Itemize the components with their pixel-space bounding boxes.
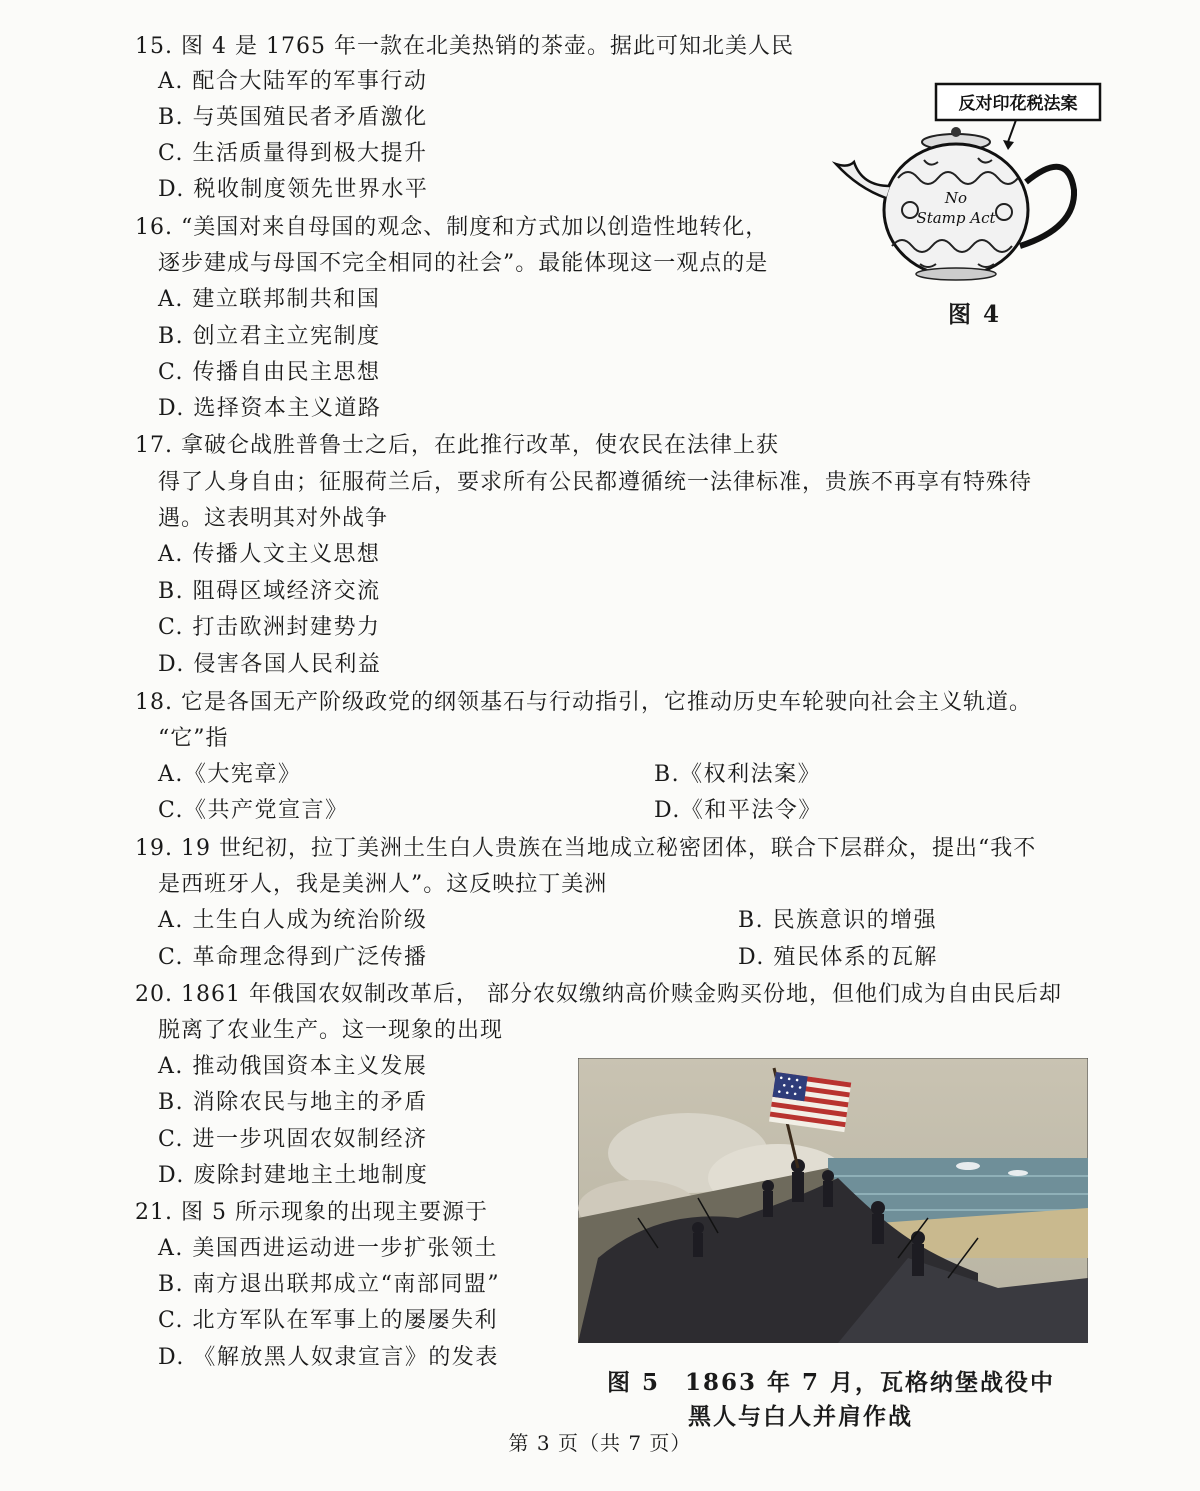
q19-option-d: D. 殖民体系的瓦解 xyxy=(738,945,938,970)
q15-option-b: B. 与英国殖民者矛盾激化 xyxy=(158,105,428,130)
q19-stem-line2: 是西班牙人，我是美洲人”。这反映拉丁美洲 xyxy=(158,872,608,897)
q20-option-d: D. 废除封建地主土地制度 xyxy=(158,1163,429,1188)
q21-stem: 21. 图 5 所示现象的出现主要源于 xyxy=(135,1200,488,1225)
q16-option-d: D. 选择资本主义道路 xyxy=(158,396,382,421)
q19-option-b: B. 民族意识的增强 xyxy=(738,908,938,933)
q17-option-c: C. 打击欧洲封建势力 xyxy=(158,615,381,640)
figure5-caption-line1: 图 5 1863 年 7 月，瓦格纳堡战役中 xyxy=(607,1369,1056,1396)
q18-option-c: C.《共产党宣言》 xyxy=(158,798,349,823)
q18-stem-line2: “它”指 xyxy=(158,726,229,751)
q16-option-b: B. 创立君主立宪制度 xyxy=(158,324,381,349)
figure4-banner-text: 反对印花税法案 xyxy=(958,94,1078,113)
q18-option-d: D.《和平法令》 xyxy=(654,798,822,823)
q20-option-c: C. 进一步巩固农奴制经济 xyxy=(158,1127,428,1152)
q20-stem-line1: 20. 1861 年俄国农奴制改革后， 部分农奴缴纳高价赎金购买份地，但他们成为自由民后却 xyxy=(135,982,1062,1007)
q16-option-c: C. 传播自由民主思想 xyxy=(158,360,381,385)
teapot-illustration xyxy=(828,78,1108,293)
figure4-caption: 图 4 xyxy=(948,301,1002,328)
figure-5-battle-painting xyxy=(578,1058,1088,1343)
q21-option-c: C. 北方军队在军事上的屡屡失利 xyxy=(158,1308,499,1333)
q16-stem-line2: 逐步建成与母国不完全相同的社会”。最能体现这一观点的是 xyxy=(158,251,769,276)
q15-option-d: D. 税收制度领先世界水平 xyxy=(158,177,429,202)
q16-stem-line1: 16. “美国对来自母国的观念、制度和方式加以创造性地转化， xyxy=(135,215,769,240)
q20-option-a: A. 推动俄国资本主义发展 xyxy=(158,1054,428,1079)
q17-stem-line2: 得了人身自由；征服荷兰后，要求所有公民都遵循统一法律标准，贵族不再享有特殊待 xyxy=(158,470,1033,495)
q15-stem: 15. 图 4 是 1765 年一款在北美热销的茶壶。据此可知北美人民 xyxy=(135,34,794,59)
q21-option-b: B. 南方退出联邦成立“南部同盟” xyxy=(158,1272,501,1297)
q17-stem-line3: 遇。这表明其对外战争 xyxy=(158,506,389,531)
q18-option-b: B.《权利法案》 xyxy=(654,762,822,787)
q21-option-d: D. 《解放黑人奴隶宣言》的发表 xyxy=(158,1345,499,1370)
figure-4-teapot xyxy=(828,78,1108,293)
q18-option-a: A.《大宪章》 xyxy=(158,762,302,787)
q15-option-c: C. 生活质量得到极大提升 xyxy=(158,141,428,166)
q19-stem-line1: 19. 19 世纪初，拉丁美洲土生白人贵族在当地成立秘密团体，联合下层群众，提出“我不 xyxy=(135,836,1037,861)
battle-painting-illustration xyxy=(578,1058,1088,1343)
figure4-teapot-text-2: Stamp Act xyxy=(916,209,996,227)
q17-stem-line1: 17. 拿破仑战胜普鲁士之后，在此推行改革，使农民在法律上获 xyxy=(135,433,779,458)
q20-stem-line2: 脱离了农业生产。这一现象的出现 xyxy=(158,1018,504,1043)
page-footer: 第 3 页（共 7 页） xyxy=(508,1431,692,1455)
q17-option-b: B. 阻碍区域经济交流 xyxy=(158,579,381,604)
q19-option-c: C. 革命理念得到广泛传播 xyxy=(158,945,428,970)
q16-option-a: A. 建立联邦制共和国 xyxy=(158,287,381,312)
q17-option-a: A. 传播人文主义思想 xyxy=(158,542,381,567)
q19-option-a: A. 土生白人成为统治阶级 xyxy=(158,908,428,933)
q20-option-b: B. 消除农民与地主的矛盾 xyxy=(158,1090,428,1115)
q18-stem-line1: 18. 它是各国无产阶级政党的纲领基石与行动指引，它推动历史车轮驶向社会主义轨道。 xyxy=(135,690,1032,715)
q17-option-d: D. 侵害各国人民利益 xyxy=(158,652,382,677)
figure5-caption-line2: 黑人与白人并肩作战 xyxy=(688,1403,913,1430)
q15-option-a: A. 配合大陆军的军事行动 xyxy=(158,69,428,94)
q21-option-a: A. 美国西进运动进一步扩张领土 xyxy=(158,1236,498,1261)
figure4-teapot-text-1: No xyxy=(944,189,968,207)
